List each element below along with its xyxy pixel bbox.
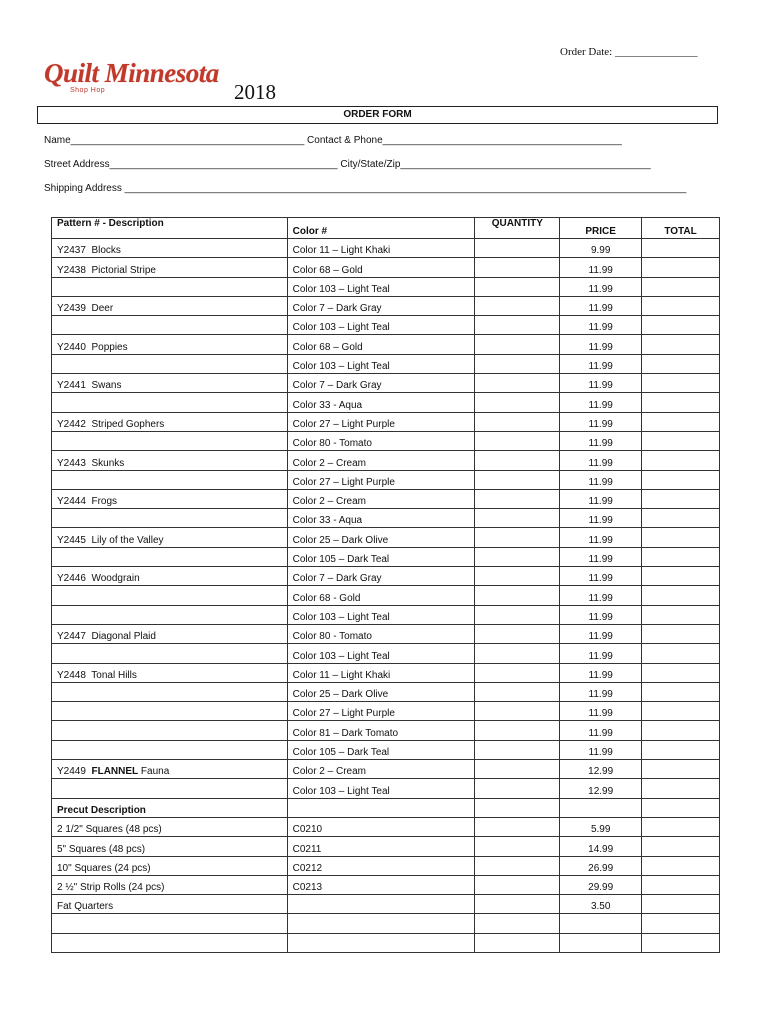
header-price: PRICE bbox=[560, 218, 642, 239]
color-cell bbox=[287, 914, 475, 933]
pattern-cell bbox=[52, 547, 288, 566]
table-row bbox=[52, 451, 720, 470]
price-cell: 11.99 bbox=[560, 374, 642, 393]
color-cell: Color 25 – Dark Olive bbox=[287, 528, 475, 547]
pattern-cell: Y2442 Striped Gophers bbox=[52, 412, 288, 431]
pattern-cell: 2 1/2" Squares (48 pcs) bbox=[52, 817, 288, 836]
price-cell: 11.99 bbox=[560, 470, 642, 489]
total-cell[interactable] bbox=[642, 393, 720, 412]
pattern-cell bbox=[52, 914, 288, 933]
color-cell: Color 27 – Light Purple bbox=[287, 470, 475, 489]
color-cell: Color 7 – Dark Gray bbox=[287, 296, 475, 315]
table-row bbox=[52, 663, 720, 682]
pattern-bold: FLANNEL bbox=[91, 766, 139, 778]
table-row bbox=[52, 316, 720, 335]
total-cell[interactable] bbox=[642, 779, 720, 798]
color-cell: Color 7 – Dark Gray bbox=[287, 374, 475, 393]
color-cell: Color 105 – Dark Teal bbox=[287, 547, 475, 566]
price-cell: 26.99 bbox=[560, 856, 642, 875]
color-cell: C0212 bbox=[287, 856, 475, 875]
price-cell: 11.99 bbox=[560, 740, 642, 759]
price-cell: 11.99 bbox=[560, 277, 642, 296]
price-cell: 11.99 bbox=[560, 489, 642, 508]
quantity-cell[interactable] bbox=[475, 605, 560, 624]
price-cell: 11.99 bbox=[560, 528, 642, 547]
pattern-cell bbox=[52, 277, 288, 296]
price-cell: 11.99 bbox=[560, 605, 642, 624]
table-row bbox=[52, 875, 720, 894]
total-cell[interactable] bbox=[642, 740, 720, 759]
price-cell: 11.99 bbox=[560, 316, 642, 335]
table-row bbox=[52, 567, 720, 586]
quantity-cell[interactable] bbox=[475, 624, 560, 643]
price-cell: 11.99 bbox=[560, 431, 642, 450]
header-pattern: Pattern # - Description bbox=[52, 218, 288, 239]
price-cell bbox=[560, 798, 642, 817]
quantity-cell[interactable] bbox=[475, 277, 560, 296]
pattern-cell: 10" Squares (24 pcs) bbox=[52, 856, 288, 875]
pattern-cell: Precut Description bbox=[52, 798, 288, 817]
pattern-cell: Y2445 Lily of the Valley bbox=[52, 528, 288, 547]
table-row bbox=[52, 605, 720, 624]
table-row bbox=[52, 239, 720, 258]
total-cell[interactable] bbox=[642, 296, 720, 315]
quantity-cell[interactable] bbox=[475, 740, 560, 759]
logo: Quilt Minnesota bbox=[44, 58, 219, 88]
total-cell[interactable] bbox=[642, 489, 720, 508]
total-cell[interactable] bbox=[642, 682, 720, 701]
table-row bbox=[52, 528, 720, 547]
price-cell: 11.99 bbox=[560, 335, 642, 354]
form-title: ORDER FORM bbox=[37, 106, 718, 124]
color-cell: Color 68 - Gold bbox=[287, 586, 475, 605]
total-cell[interactable] bbox=[642, 509, 720, 528]
pattern-cell bbox=[52, 702, 288, 721]
price-cell: 11.99 bbox=[560, 451, 642, 470]
total-cell[interactable] bbox=[642, 451, 720, 470]
pattern-cell bbox=[52, 470, 288, 489]
color-cell: Color 11 – Light Khaki bbox=[287, 663, 475, 682]
quantity-cell[interactable] bbox=[475, 644, 560, 663]
total-cell[interactable] bbox=[642, 547, 720, 566]
color-cell: Color 103 – Light Teal bbox=[287, 605, 475, 624]
color-cell bbox=[287, 798, 475, 817]
table-row bbox=[52, 644, 720, 663]
total-cell[interactable] bbox=[642, 239, 720, 258]
shipping-field[interactable]: Shipping Address _____________________________________________________________________________________________________ bbox=[44, 183, 687, 194]
price-cell: 11.99 bbox=[560, 644, 642, 663]
table-row bbox=[52, 856, 720, 875]
color-cell: Color 103 – Light Teal bbox=[287, 316, 475, 335]
total-cell[interactable] bbox=[642, 933, 720, 952]
quantity-cell[interactable] bbox=[475, 702, 560, 721]
pattern-cell bbox=[52, 721, 288, 740]
pattern-cell bbox=[52, 586, 288, 605]
quantity-cell[interactable] bbox=[475, 509, 560, 528]
color-cell: Color 103 – Light Teal bbox=[287, 277, 475, 296]
pattern-cell: Y2446 Woodgrain bbox=[52, 567, 288, 586]
pattern-cell: Y2448 Tonal Hills bbox=[52, 663, 288, 682]
price-cell: 11.99 bbox=[560, 663, 642, 682]
header-quantity: QUANTITY bbox=[475, 218, 560, 239]
pattern-cell bbox=[52, 605, 288, 624]
table-row bbox=[52, 914, 720, 933]
color-cell: Color 2 – Cream bbox=[287, 451, 475, 470]
logo-subtitle: Shop Hop bbox=[70, 87, 106, 94]
pattern-tail: Fauna bbox=[138, 766, 170, 778]
total-cell[interactable] bbox=[642, 895, 720, 914]
price-cell: 11.99 bbox=[560, 296, 642, 315]
total-cell[interactable] bbox=[642, 856, 720, 875]
quantity-cell[interactable] bbox=[475, 316, 560, 335]
color-cell: Color 2 – Cream bbox=[287, 760, 475, 779]
total-cell[interactable] bbox=[642, 760, 720, 779]
price-cell: 11.99 bbox=[560, 354, 642, 373]
table-row bbox=[52, 586, 720, 605]
price-cell: 11.99 bbox=[560, 586, 642, 605]
pattern-cell: Y2439 Deer bbox=[52, 296, 288, 315]
pattern-cell: Y2438 Pictorial Stripe bbox=[52, 258, 288, 277]
price-cell bbox=[560, 914, 642, 933]
table-header-row bbox=[52, 218, 720, 239]
total-cell[interactable] bbox=[642, 412, 720, 431]
pattern-cell bbox=[52, 393, 288, 412]
quantity-cell[interactable] bbox=[475, 760, 560, 779]
quantity-cell[interactable] bbox=[475, 528, 560, 547]
color-cell: Color 33 - Aqua bbox=[287, 393, 475, 412]
order-date: Order Date: _______________ bbox=[560, 46, 698, 58]
table-row bbox=[52, 624, 720, 643]
table-row bbox=[52, 509, 720, 528]
pattern-cell bbox=[52, 354, 288, 373]
pattern-cell: Y2440 Poppies bbox=[52, 335, 288, 354]
color-cell: Color 103 – Light Teal bbox=[287, 644, 475, 663]
quantity-cell[interactable] bbox=[475, 412, 560, 431]
pattern-cell bbox=[52, 779, 288, 798]
price-cell: 11.99 bbox=[560, 567, 642, 586]
table-row bbox=[52, 740, 720, 759]
pattern-cell: Y2437 Blocks bbox=[52, 239, 288, 258]
total-cell[interactable] bbox=[642, 431, 720, 450]
table-row bbox=[52, 354, 720, 373]
header-total: TOTAL bbox=[642, 218, 720, 239]
quantity-cell[interactable] bbox=[475, 682, 560, 701]
pattern-cell bbox=[52, 316, 288, 335]
table-row bbox=[52, 895, 720, 914]
pattern-cell bbox=[52, 682, 288, 701]
total-cell[interactable] bbox=[642, 817, 720, 836]
total-cell[interactable] bbox=[642, 374, 720, 393]
table-row bbox=[52, 702, 720, 721]
color-cell: C0211 bbox=[287, 837, 475, 856]
total-cell[interactable] bbox=[642, 837, 720, 856]
color-cell: Color 103 – Light Teal bbox=[287, 354, 475, 373]
color-cell: Color 80 - Tomato bbox=[287, 624, 475, 643]
table-row bbox=[52, 277, 720, 296]
quantity-cell[interactable] bbox=[475, 837, 560, 856]
order-table bbox=[51, 217, 720, 953]
pattern-cell: 2 ½" Strip Rolls (24 pcs) bbox=[52, 875, 288, 894]
color-cell: Color 81 – Dark Tomato bbox=[287, 721, 475, 740]
year: 2018 bbox=[234, 80, 276, 104]
price-cell: 11.99 bbox=[560, 624, 642, 643]
table-row bbox=[52, 933, 720, 952]
table-row bbox=[52, 374, 720, 393]
quantity-cell[interactable] bbox=[475, 895, 560, 914]
table-row bbox=[52, 798, 720, 817]
price-cell: 11.99 bbox=[560, 547, 642, 566]
quantity-cell[interactable] bbox=[475, 547, 560, 566]
color-cell: C0210 bbox=[287, 817, 475, 836]
quantity-cell[interactable] bbox=[475, 567, 560, 586]
color-cell: Color 80 - Tomato bbox=[287, 431, 475, 450]
color-cell: Color 68 – Gold bbox=[287, 258, 475, 277]
pattern-cell: Y2444 Frogs bbox=[52, 489, 288, 508]
color-cell: Color 11 – Light Khaki bbox=[287, 239, 475, 258]
table-row bbox=[52, 470, 720, 489]
quantity-cell[interactable] bbox=[475, 933, 560, 952]
quantity-cell[interactable] bbox=[475, 586, 560, 605]
price-cell: 3.50 bbox=[560, 895, 642, 914]
price-cell: 11.99 bbox=[560, 721, 642, 740]
table-row bbox=[52, 547, 720, 566]
total-cell[interactable] bbox=[642, 663, 720, 682]
quantity-cell[interactable] bbox=[475, 856, 560, 875]
price-cell: 11.99 bbox=[560, 258, 642, 277]
quantity-cell[interactable] bbox=[475, 258, 560, 277]
table-row bbox=[52, 682, 720, 701]
price-cell: 5.99 bbox=[560, 817, 642, 836]
quantity-cell[interactable] bbox=[475, 296, 560, 315]
price-cell: 11.99 bbox=[560, 509, 642, 528]
total-cell[interactable] bbox=[642, 624, 720, 643]
table-row bbox=[52, 335, 720, 354]
quantity-cell[interactable] bbox=[475, 470, 560, 489]
header-color: Color # bbox=[287, 218, 475, 239]
price-cell: 9.99 bbox=[560, 239, 642, 258]
total-cell[interactable] bbox=[642, 258, 720, 277]
price-cell bbox=[560, 933, 642, 952]
total-cell[interactable] bbox=[642, 721, 720, 740]
total-cell[interactable] bbox=[642, 702, 720, 721]
price-cell: 12.99 bbox=[560, 779, 642, 798]
total-cell[interactable] bbox=[642, 567, 720, 586]
color-cell: Color 68 – Gold bbox=[287, 335, 475, 354]
price-cell: 11.99 bbox=[560, 702, 642, 721]
quantity-cell[interactable] bbox=[475, 489, 560, 508]
color-cell: Color 105 – Dark Teal bbox=[287, 740, 475, 759]
total-cell[interactable] bbox=[642, 316, 720, 335]
price-cell: 12.99 bbox=[560, 760, 642, 779]
price-cell: 14.99 bbox=[560, 837, 642, 856]
quantity-cell[interactable] bbox=[475, 374, 560, 393]
table-row bbox=[52, 393, 720, 412]
quantity-cell[interactable] bbox=[475, 875, 560, 894]
pattern-cell bbox=[52, 431, 288, 450]
total-cell[interactable] bbox=[642, 914, 720, 933]
quantity-cell[interactable] bbox=[475, 721, 560, 740]
table-row bbox=[52, 721, 720, 740]
total-cell[interactable] bbox=[642, 277, 720, 296]
quantity-cell[interactable] bbox=[475, 798, 560, 817]
quantity-cell[interactable] bbox=[475, 779, 560, 798]
name-contact-field[interactable]: Name__________________________________________ Contact & Phone___________________________________________ bbox=[44, 135, 622, 146]
color-cell: Color 27 – Light Purple bbox=[287, 702, 475, 721]
quantity-cell[interactable] bbox=[475, 663, 560, 682]
quantity-cell[interactable] bbox=[475, 817, 560, 836]
color-cell bbox=[287, 933, 475, 952]
pattern-cell bbox=[52, 933, 288, 952]
table-row bbox=[52, 817, 720, 836]
total-cell[interactable] bbox=[642, 586, 720, 605]
table-row bbox=[52, 296, 720, 315]
price-cell: 11.99 bbox=[560, 682, 642, 701]
total-cell[interactable] bbox=[642, 335, 720, 354]
color-cell: Color 25 – Dark Olive bbox=[287, 682, 475, 701]
quantity-cell[interactable] bbox=[475, 914, 560, 933]
color-cell: Color 7 – Dark Gray bbox=[287, 567, 475, 586]
pattern-cell: Y2441 Swans bbox=[52, 374, 288, 393]
pattern-cell bbox=[52, 740, 288, 759]
table-row bbox=[52, 431, 720, 450]
quantity-cell[interactable] bbox=[475, 451, 560, 470]
total-cell[interactable] bbox=[642, 354, 720, 373]
total-cell[interactable] bbox=[642, 528, 720, 547]
pattern-cell: 5" Squares (48 pcs) bbox=[52, 837, 288, 856]
color-cell bbox=[287, 895, 475, 914]
quantity-cell[interactable] bbox=[475, 393, 560, 412]
price-cell: 11.99 bbox=[560, 412, 642, 431]
table-row bbox=[52, 258, 720, 277]
color-cell: Color 2 – Cream bbox=[287, 489, 475, 508]
pattern-cell bbox=[52, 760, 288, 779]
total-cell[interactable] bbox=[642, 470, 720, 489]
quantity-cell[interactable] bbox=[475, 335, 560, 354]
pattern-cell: Fat Quarters bbox=[52, 895, 288, 914]
pattern-code: Y2449 bbox=[57, 766, 92, 778]
table-row bbox=[52, 779, 720, 798]
pattern-cell: Y2447 Diagonal Plaid bbox=[52, 624, 288, 643]
color-cell: C0213 bbox=[287, 875, 475, 894]
pattern-cell bbox=[52, 644, 288, 663]
table-row bbox=[52, 489, 720, 508]
total-cell[interactable] bbox=[642, 798, 720, 817]
table-row bbox=[52, 837, 720, 856]
color-cell: Color 33 - Aqua bbox=[287, 509, 475, 528]
price-cell: 29.99 bbox=[560, 875, 642, 894]
quantity-cell[interactable] bbox=[475, 354, 560, 373]
quantity-cell[interactable] bbox=[475, 239, 560, 258]
color-cell: Color 27 – Light Purple bbox=[287, 412, 475, 431]
address-field[interactable]: Street Address_________________________________________ City/State/Zip_____________________________________________ bbox=[44, 159, 651, 170]
total-cell[interactable] bbox=[642, 875, 720, 894]
pattern-cell: Y2443 Skunks bbox=[52, 451, 288, 470]
table-row bbox=[52, 760, 720, 779]
total-cell[interactable] bbox=[642, 644, 720, 663]
table-row bbox=[52, 412, 720, 431]
total-cell[interactable] bbox=[642, 605, 720, 624]
pattern-cell bbox=[52, 509, 288, 528]
quantity-cell[interactable] bbox=[475, 431, 560, 450]
color-cell: Color 103 – Light Teal bbox=[287, 779, 475, 798]
price-cell: 11.99 bbox=[560, 393, 642, 412]
